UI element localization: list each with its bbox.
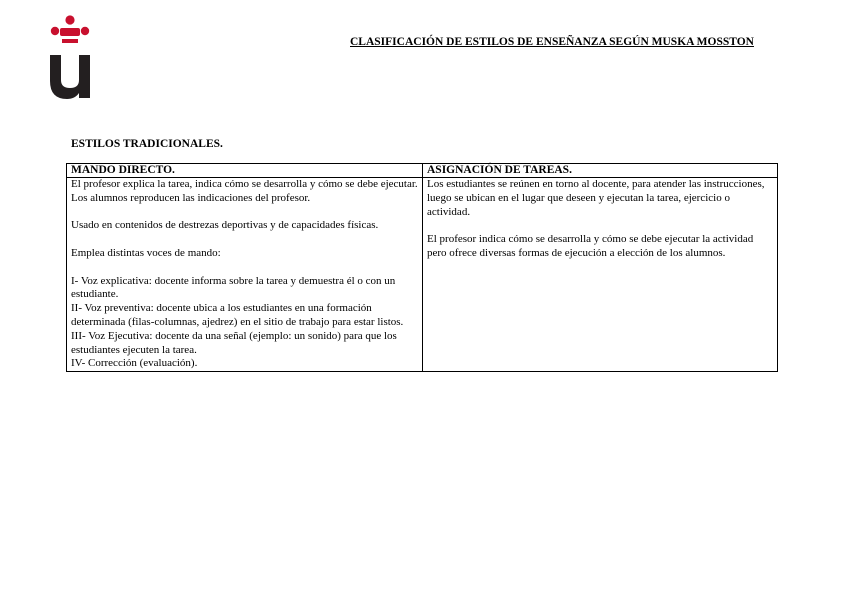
voice-item: II- Voz preventiva: docente ubica a los estudiantes en una formación determinada (filas-columnas, ajedrez) en el sitio de trabajo para estar listos. — [71, 302, 404, 328]
asignacion-paragraph-1: Los estudiantes se reúnen en torno al docente, para atender las instrucciones, luego se ubican en el lugar que deseen y ejecutan la tarea, ejercicio o actividad. — [427, 178, 765, 218]
mando-voices-intro: Emplea distintas voces de mando: — [71, 246, 221, 259]
mando-intro: El profesor explica la tarea, indica cómo se desarrolla y cómo se debe ejecutar. Los alumnos reproducen las indicaciones del profesor. — [71, 178, 418, 204]
column-header-asignacion-tareas: ASIGNACIÓN DE TAREAS. — [423, 164, 778, 178]
teaching-styles-table — [66, 163, 778, 372]
asignacion-paragraph-2: El profesor indica cómo se desarrolla y cómo se debe ejecutar la actividad pero ofrece diversas formas de ejecución a elección de los alumnos. — [427, 233, 754, 259]
document-title: CLASIFICACIÓN DE ESTILOS DE ENSEÑANZA SEGÚN MUSKA MOSSTON — [350, 36, 754, 48]
voice-item: III- Voz Ejecutiva: docente da una señal (ejemplo: un sonido) para que los estudiantes ejecuten la tarea. — [71, 329, 397, 356]
logo-crown-band — [60, 28, 80, 36]
table-header-row — [67, 164, 778, 178]
cell-mando-directo — [67, 178, 423, 372]
logo-crown-base — [62, 39, 78, 43]
logo-crown-dot-right — [81, 27, 89, 35]
section-heading: ESTILOS TRADICIONALES. — [71, 138, 223, 150]
mando-usage: Usado en contenidos de destrezas deportivas y de capacidades físicas. — [71, 219, 379, 232]
table-row — [67, 178, 778, 372]
logo-letter-u — [50, 55, 90, 99]
logo-crown-dot-left — [51, 27, 59, 35]
voice-item: I- Voz explicativa: docente informa sobre la tarea y demuestra él o con un estudiante. — [71, 274, 396, 301]
cell-asignacion-tareas — [423, 178, 778, 372]
logo-crown-dot-center — [65, 15, 74, 24]
university-logo — [48, 14, 92, 100]
column-header-mando-directo: MANDO DIRECTO. — [67, 164, 423, 178]
voice-item: IV- Corrección (evaluación). — [71, 357, 198, 370]
